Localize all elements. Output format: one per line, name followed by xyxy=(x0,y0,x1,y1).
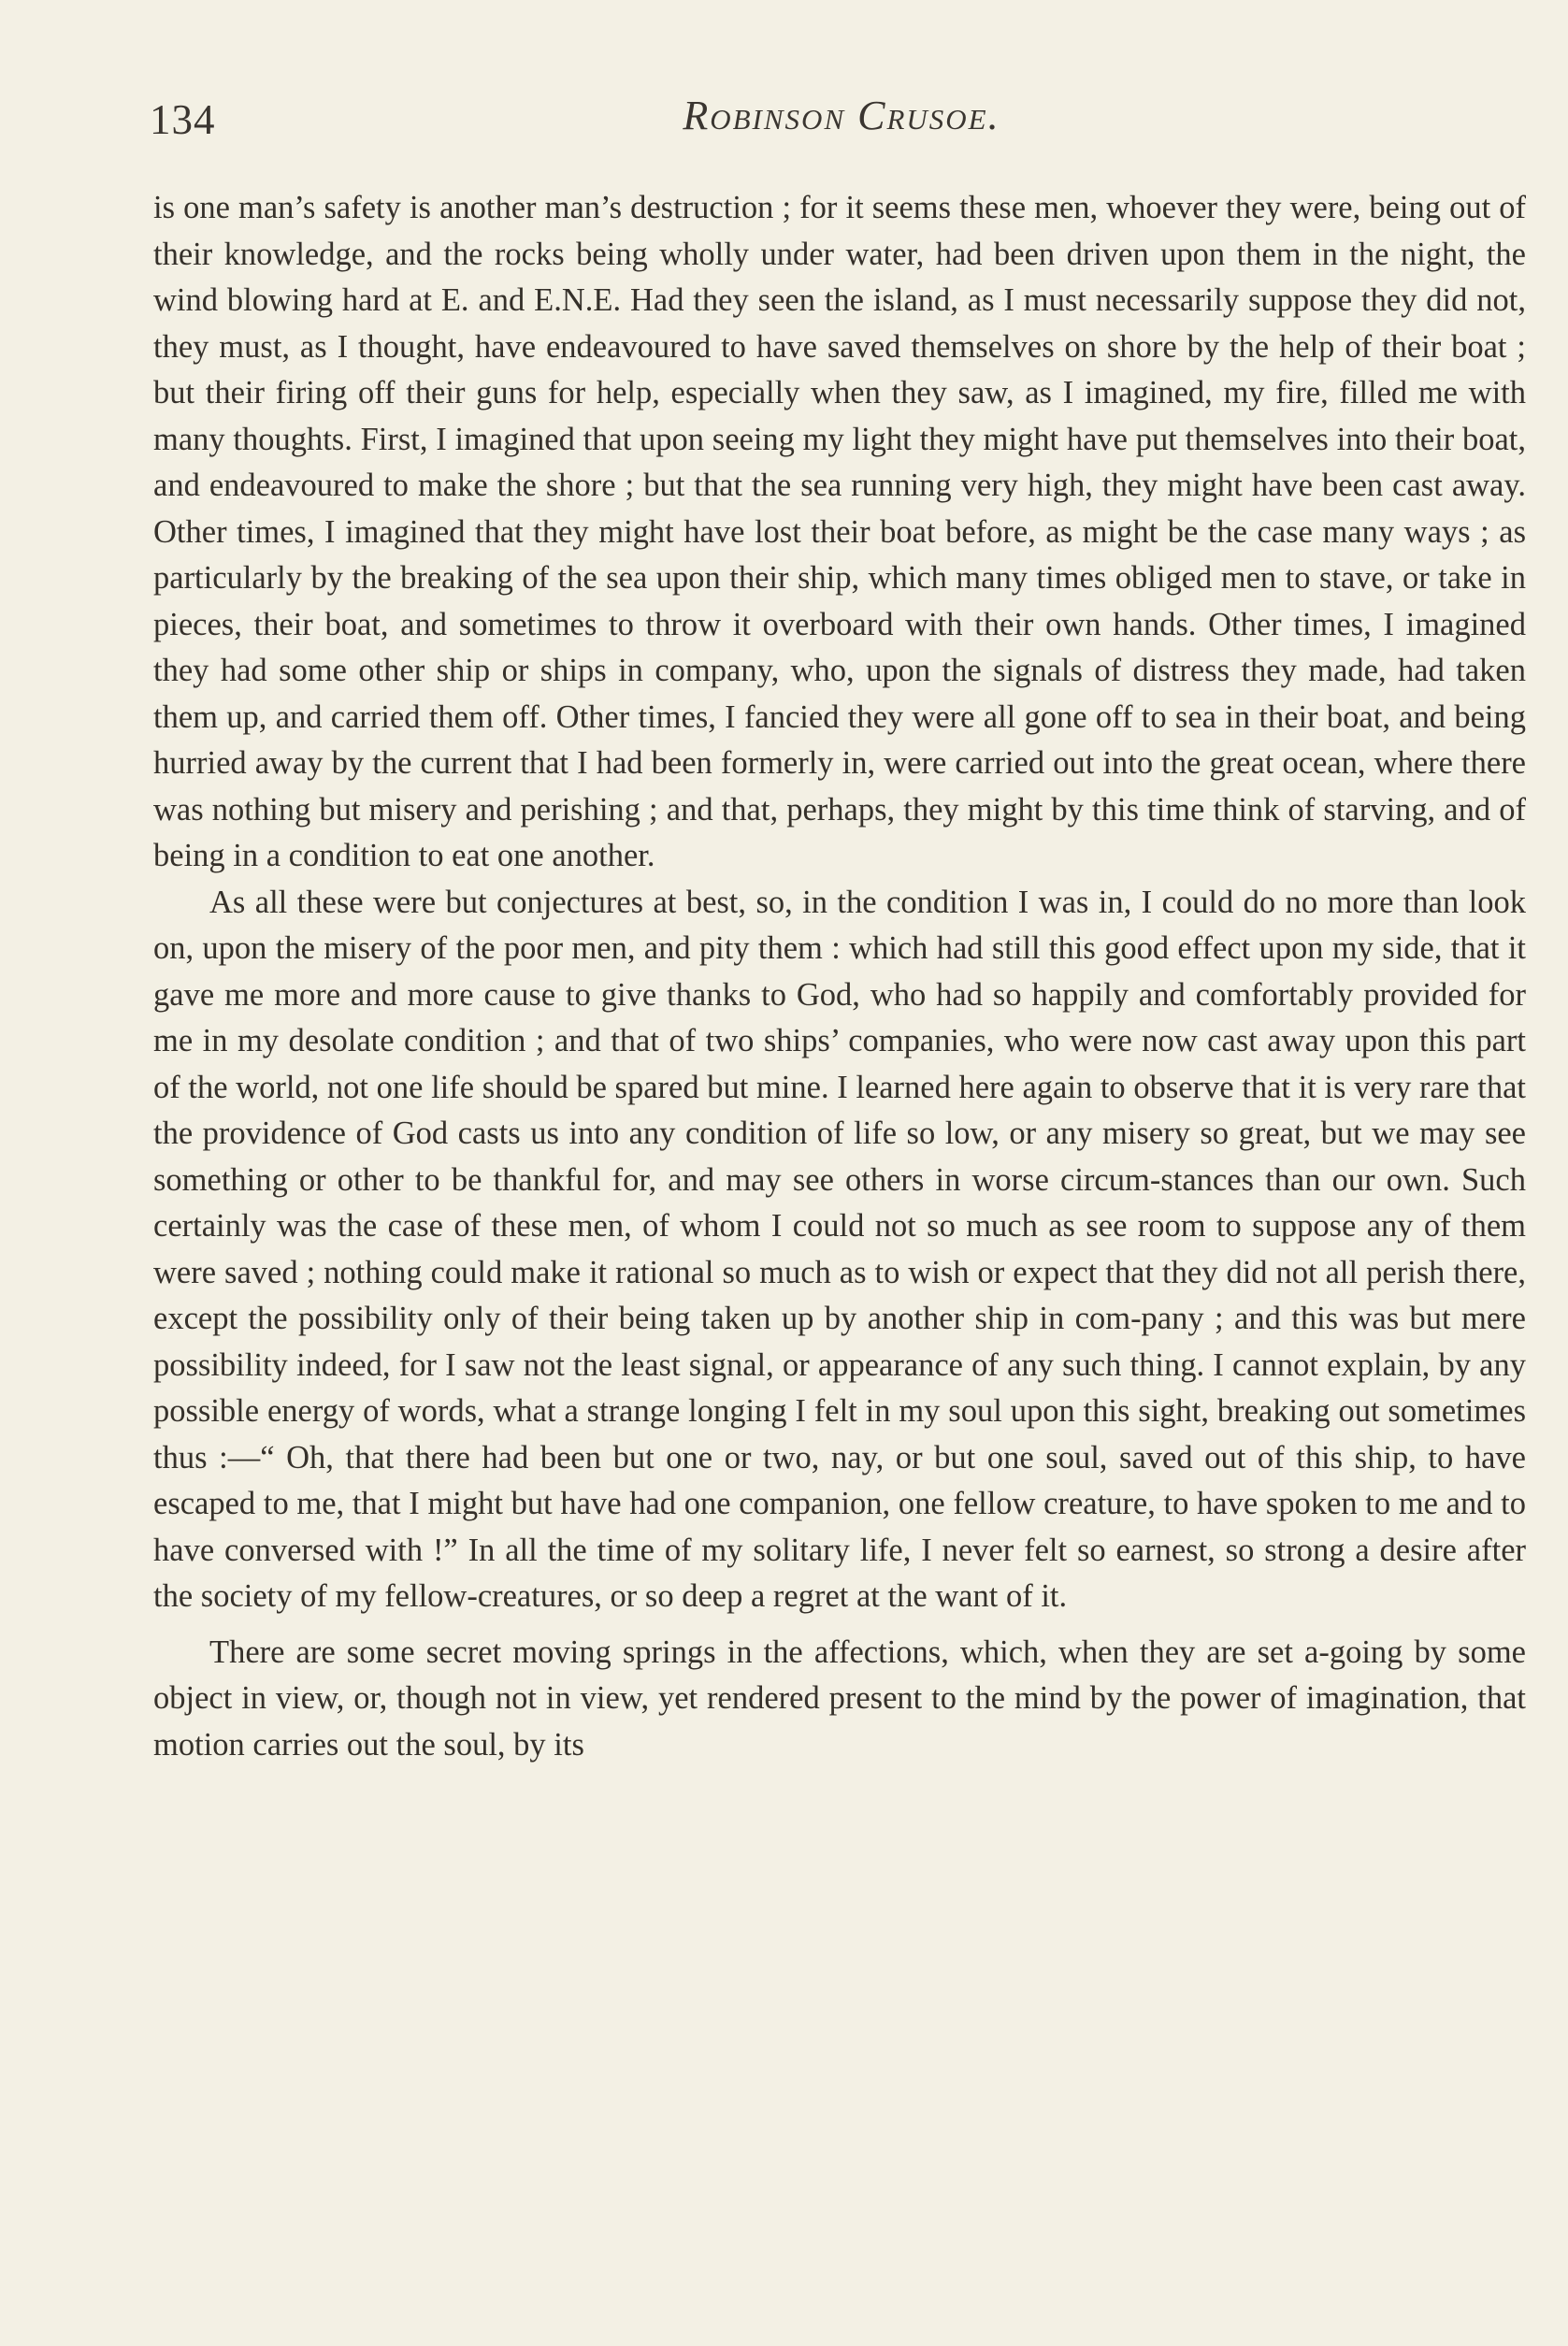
running-title: Robinson Crusoe. xyxy=(683,93,1000,138)
paragraph: As all these were but conjectures at best, so, in the condition I was in, I could do no more than look on, upon the misery of the poor men, and pity them : which had still this good effect upon my side, that it gave me more and more cause to give thanks to God, who had so happily and comfortably provided for me in my desolate condition ; and that of two ships’ companies, who were now cast away upon this part of the world, not one life should be spared but mine. I learned here again to observe that it is very rare that the providence of God casts us into any condition of life so low, or any misery so great, but we may see something or other to be thankful for, and may see others in worse circum-stances than our own. Such certainly was the case of these men, of whom I could not so much as see room to suppose any of them were saved ; nothing could make it rational so much as to wish or expect that they did not all perish there, except the possibility only of their being taken up by another ship in com-pany ; and this was but mere possibility indeed, for I saw not the least signal, or appearance of any such thing. I cannot explain, by any possible energy of words, what a strange longing I felt in my soul upon this sight, breaking out sometimes thus :—“ Oh, that there had been but one or two, nay, or but one soul, saved out of this ship, to have escaped to me, that I might but have had one companion, one fellow creature, to have spoken to me and to have conversed with !” In all the time of my solitary life, I never felt so earnest, so strong a desire after the society of my fellow-creatures, or so deep a regret at the want of it. xyxy=(153,884,1526,1614)
page-number: 134 xyxy=(150,96,216,143)
page-header xyxy=(150,86,1533,161)
paragraph: is one man’s safety is another man’s destruction ; for it seems these men, whoever they were, being out of their knowledge, and the rocks being wholly under water, had been driven upon them in the night, the wind blowing hard at E. and E.N.E. Had they seen the island, as I must necessarily suppose they did not, they must, as I thought, have endeavoured to have saved themselves on shore by the help of their boat ; but their firing off their guns for help, especially when they saw, as I imagined, my fire, filled me with many thoughts. First, I imagined that upon seeing my light they might have put themselves into their boat, and endeavoured to make the shore ; but that the sea running very high, they might have been cast away. Other times, I imagined that they might have lost their boat before, as might be the case many ways ; as particularly by the breaking of the sea upon their ship, which many times obliged men to stave, or take in pieces, their boat, and sometimes to throw it overboard with their own hands. Other times, I imagined they had some other ship or ships in company, who, upon the signals of distress they made, had taken them up, and carried them off. Other times, I fancied they were all gone off to sea in their boat, and being hurried away by the current that I had been formerly in, were carried out into the great ocean, where there was nothing but misery and perishing ; and that, perhaps, they might by this time think of starving, and of being in a condition to eat one another. xyxy=(153,190,1526,873)
paragraph: There are some secret moving springs in the affections, which, when they are set a-going by some object in view, or, though not in view, yet rendered present to the mind by the power of imagination, that motion carries out the soul, by its xyxy=(153,1634,1526,1763)
body-text xyxy=(153,185,1526,1768)
